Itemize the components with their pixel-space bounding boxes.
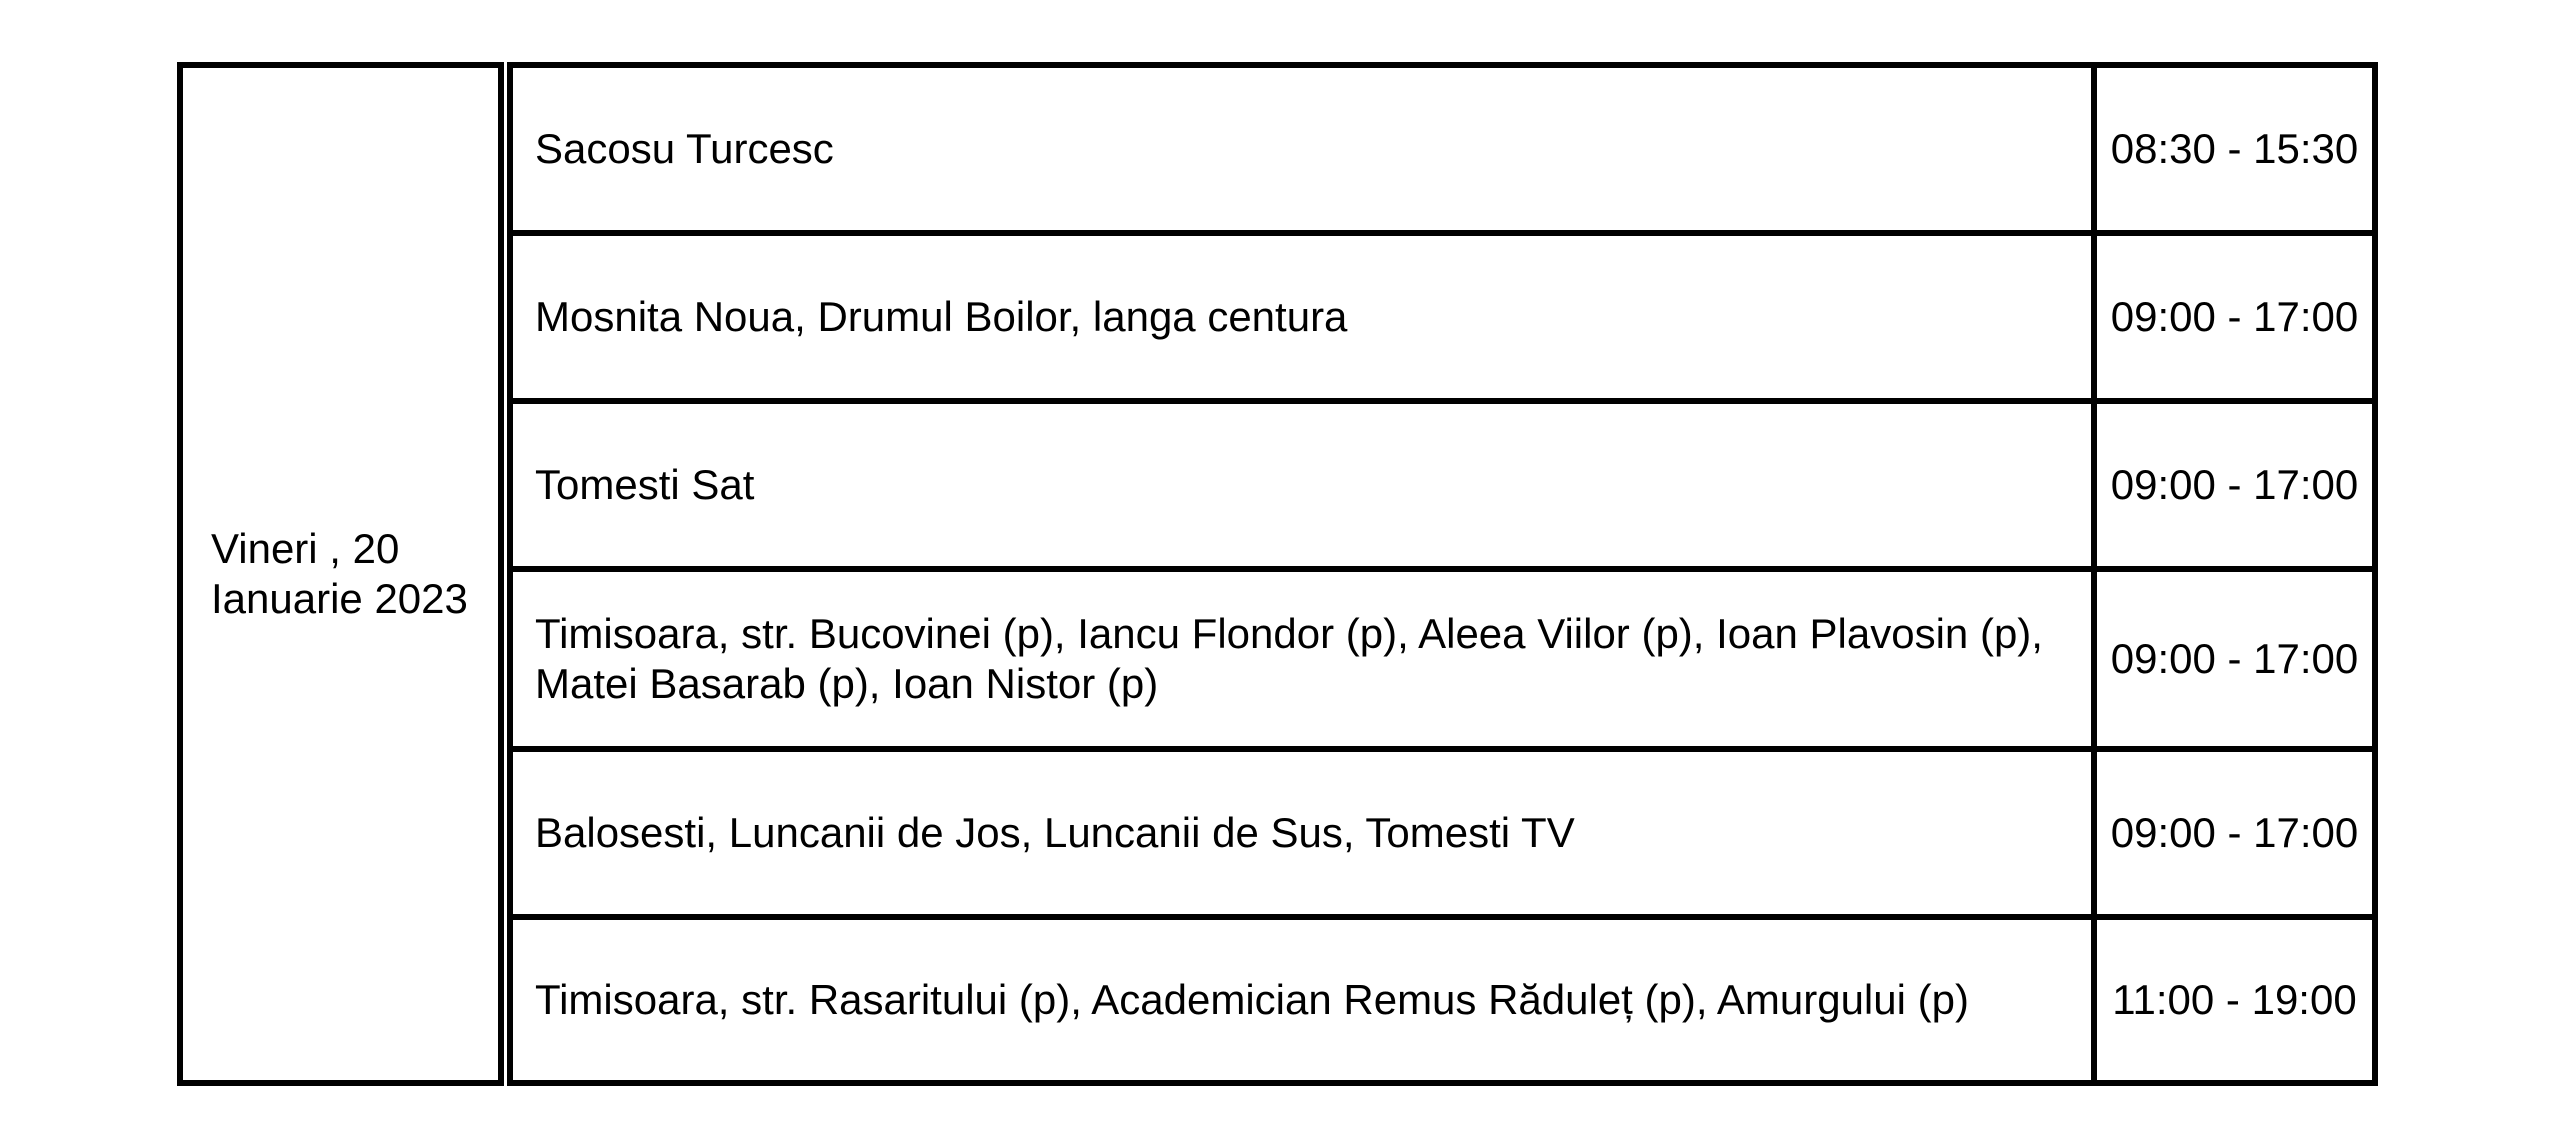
date-label: Vineri , 20 Ianuarie 2023	[211, 525, 468, 622]
table-row	[510, 233, 2375, 401]
outage-schedule-table	[507, 62, 2378, 1086]
time-interval-cell: 09:00 - 17:00	[2094, 569, 2375, 749]
table-row	[510, 65, 2375, 233]
time-interval-cell: 08:30 - 15:30	[2094, 65, 2375, 233]
table-row	[510, 749, 2375, 917]
time-interval-cell: 09:00 - 17:00	[2094, 233, 2375, 401]
locations-cell: Mosnita Noua, Drumul Boilor, langa centura	[510, 233, 2094, 401]
locations-cell: Timisoara, str. Bucovinei (p), Iancu Flondor (p), Aleea Viilor (p), Ioan Plavosin (p), Matei Basarab (p), Ioan Nistor (p)	[510, 569, 2094, 749]
date-cell	[177, 62, 504, 1086]
locations-cell: Tomesti Sat	[510, 401, 2094, 569]
time-interval-cell: 09:00 - 17:00	[2094, 749, 2375, 917]
table-row	[510, 917, 2375, 1083]
locations-cell: Balosesti, Luncanii de Jos, Luncanii de Sus, Tomesti TV	[510, 749, 2094, 917]
table-row	[510, 569, 2375, 749]
locations-cell: Sacosu Turcesc	[510, 65, 2094, 233]
table-row	[510, 401, 2375, 569]
locations-cell: Timisoara, str. Rasaritului (p), Academician Remus Răduleț (p), Amurgului (p)	[510, 917, 2094, 1083]
time-interval-cell: 09:00 - 17:00	[2094, 401, 2375, 569]
time-interval-cell: 11:00 - 19:00	[2094, 917, 2375, 1083]
